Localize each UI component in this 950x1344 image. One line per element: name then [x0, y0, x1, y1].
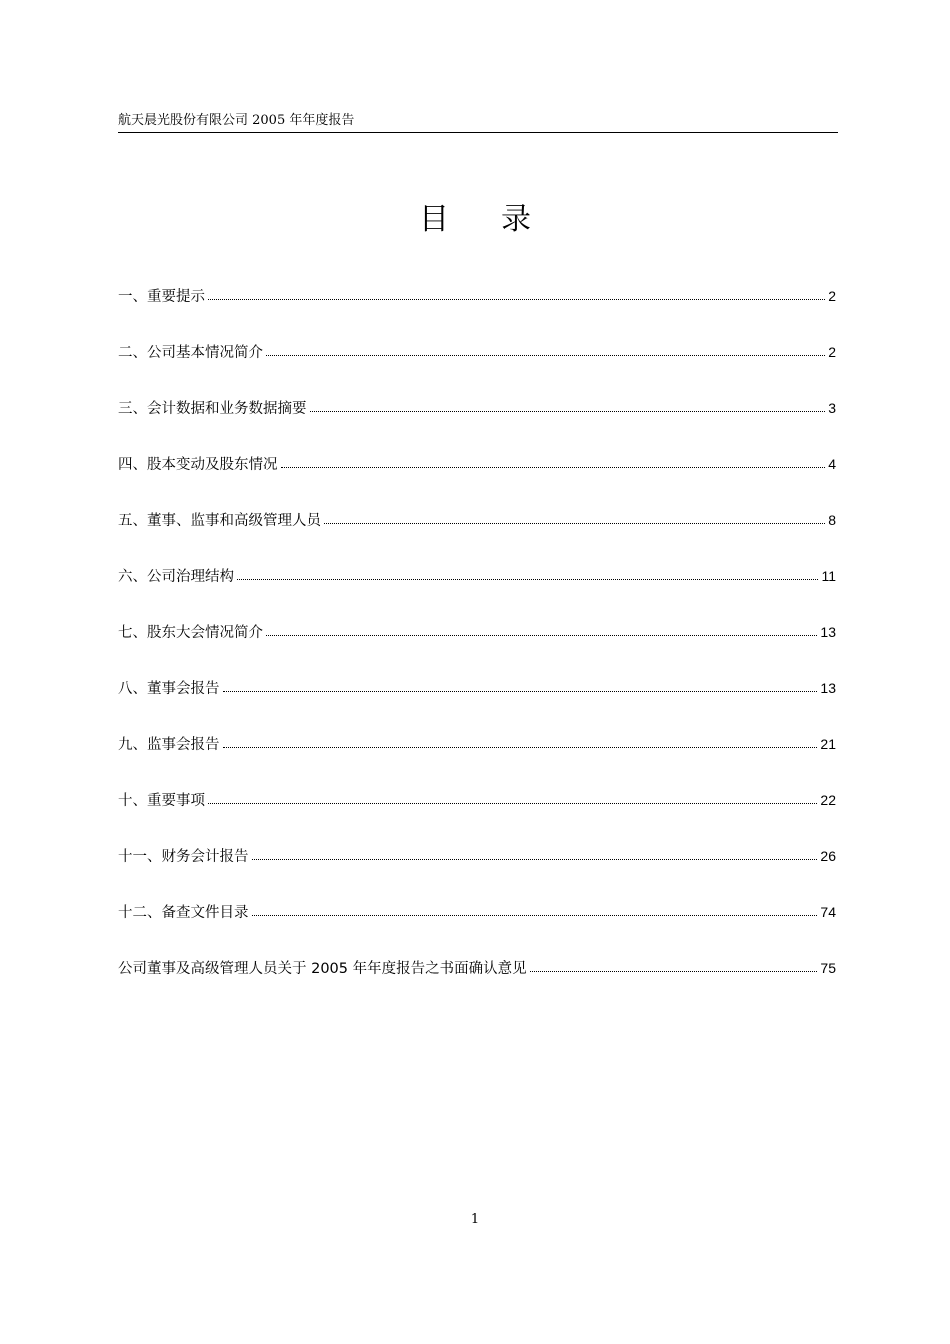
toc-entry[interactable]	[118, 509, 836, 565]
toc-entry-label: 二、公司基本情况简介	[118, 345, 263, 361]
toc-entry-page: 74	[820, 904, 836, 920]
toc-entry-page: 26	[820, 848, 836, 864]
toc-entry-label: 公司董事及高级管理人员关于 2005 年年度报告之书面确认意见	[118, 961, 527, 977]
toc-entry-label: 六、公司治理结构	[118, 569, 234, 585]
toc-entry-page: 2	[828, 344, 836, 360]
toc-dot-leader	[208, 803, 817, 804]
toc-dot-leader	[223, 747, 818, 748]
toc-entry[interactable]	[118, 453, 836, 509]
toc-entry-page: 21	[820, 736, 836, 752]
toc-entry[interactable]	[118, 397, 836, 453]
toc-entry-page: 4	[828, 456, 836, 472]
toc-dot-leader	[530, 971, 818, 972]
toc-dot-leader	[266, 635, 817, 636]
toc-entry-page: 75	[820, 960, 836, 976]
toc-entry[interactable]	[118, 901, 836, 957]
toc-entry[interactable]	[118, 285, 836, 341]
toc-entry-page: 22	[820, 792, 836, 808]
header-divider	[118, 132, 838, 133]
toc-dot-leader	[223, 691, 818, 692]
toc-entry-label: 八、董事会报告	[118, 681, 220, 697]
toc-entry-label: 五、董事、监事和高级管理人员	[118, 513, 321, 529]
toc-entry[interactable]	[118, 565, 836, 621]
toc-dot-leader	[252, 915, 818, 916]
toc-entry-label: 十、重要事项	[118, 793, 205, 809]
toc-entry-label: 九、监事会报告	[118, 737, 220, 753]
toc-entry-page: 13	[820, 624, 836, 640]
toc-entry-label: 一、重要提示	[118, 289, 205, 305]
toc-entry[interactable]	[118, 677, 836, 733]
toc-entry-label: 四、股本变动及股东情况	[118, 457, 278, 473]
toc-entry-label: 三、会计数据和业务数据摘要	[118, 401, 307, 417]
toc-entry[interactable]	[118, 957, 836, 1013]
toc-dot-leader	[252, 859, 818, 860]
table-of-contents	[118, 285, 836, 1013]
toc-dot-leader	[281, 467, 826, 468]
toc-entry-label: 七、股东大会情况简介	[118, 625, 263, 641]
toc-entry-page: 13	[820, 680, 836, 696]
toc-dot-leader	[266, 355, 825, 356]
toc-entry-page: 11	[821, 568, 836, 584]
toc-entry-label: 十一、财务会计报告	[118, 849, 249, 865]
toc-entry[interactable]	[118, 845, 836, 901]
page-number: 1	[470, 1212, 480, 1227]
toc-entry[interactable]	[118, 789, 836, 845]
page-title: 目录	[419, 202, 583, 237]
toc-entry[interactable]	[118, 733, 836, 789]
toc-entry-page: 2	[828, 288, 836, 304]
toc-dot-leader	[208, 299, 825, 300]
running-header: 航天晨光股份有限公司 2005 年年度报告	[118, 113, 355, 128]
toc-dot-leader	[324, 523, 825, 524]
toc-entry[interactable]	[118, 341, 836, 397]
toc-entry[interactable]	[118, 621, 836, 677]
toc-entry-label: 十二、备查文件目录	[118, 905, 249, 921]
toc-entry-page: 3	[828, 400, 836, 416]
toc-dot-leader	[310, 411, 826, 412]
toc-dot-leader	[237, 579, 818, 580]
toc-entry-page: 8	[828, 512, 836, 528]
